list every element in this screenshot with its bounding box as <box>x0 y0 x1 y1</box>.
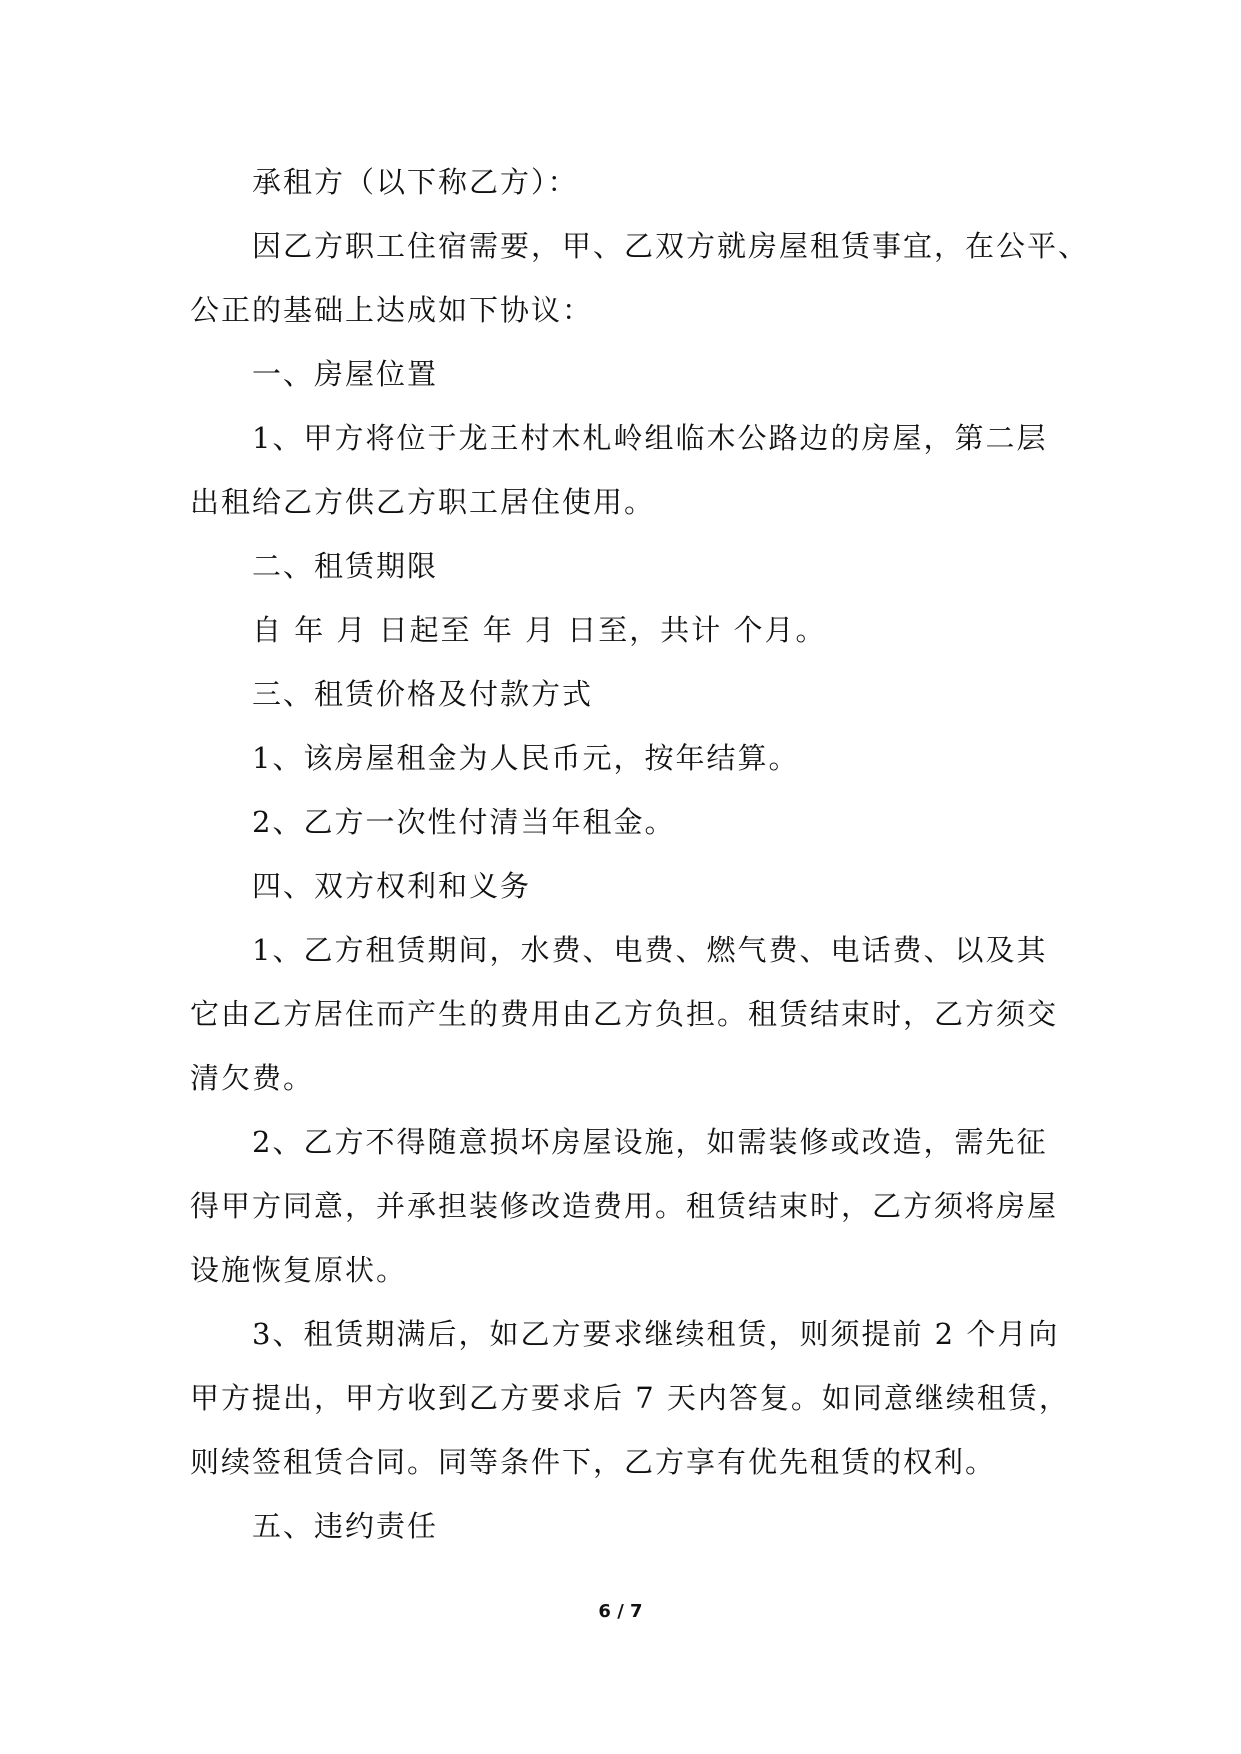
section-3-clause-2: 2、乙方一次性付清当年租金。 <box>252 805 676 839</box>
section-3-heading: 三、租赁价格及付款方式 <box>252 677 594 711</box>
section-4-clause-1-line-2: 它由乙方居住而产生的费用由乙方负担。租赁结束时，乙方须交 <box>190 997 1059 1031</box>
section-4-clause-1-line-1: 1、乙方租赁期间，水费、电费、燃气费、电话费、以及其 <box>252 933 1048 967</box>
preamble-line-1: 因乙方职工住宿需要，甲、乙双方就房屋租赁事宜，在公平、 <box>252 229 1090 263</box>
preamble-line-2: 公正的基础上达成如下协议： <box>190 293 594 327</box>
section-1-clause-1-line-2: 出租给乙方供乙方职工居住使用。 <box>190 485 656 519</box>
section-4-heading: 四、双方权利和义务 <box>252 869 532 903</box>
section-5-heading: 五、违约责任 <box>252 1509 439 1543</box>
page-number: 6 / 7 <box>598 1601 643 1622</box>
section-4-clause-3-line-1: 3、租赁期满后，如乙方要求继续租赁，则须提前 2 个月向 <box>252 1317 1060 1351</box>
section-4-clause-1-line-3: 清欠费。 <box>190 1061 315 1095</box>
section-4-clause-3-line-3: 则续签租赁合同。同等条件下，乙方享有优先租赁的权利。 <box>190 1445 997 1479</box>
lessee-line: 承租方（以下称乙方）： <box>252 165 579 199</box>
section-4-clause-3-line-2: 甲方提出，甲方收到乙方要求后 7 天内答复。如同意继续租赁， <box>190 1381 1070 1415</box>
section-1-clause-1-line-1: 1、甲方将位于龙王村木札岭组临木公路边的房屋，第二层 <box>252 421 1048 455</box>
section-3-clause-1: 1、该房屋租金为人民币元，按年结算。 <box>252 741 800 775</box>
section-4-clause-2-line-3: 设施恢复原状。 <box>190 1253 408 1287</box>
section-4-clause-2-line-1: 2、乙方不得随意损坏房屋设施，如需装修或改造，需先征 <box>252 1125 1048 1159</box>
section-2-heading: 二、租赁期限 <box>252 549 439 583</box>
section-1-heading: 一、房屋位置 <box>252 357 439 391</box>
lease-term-line: 自 年 月 日起至 年 月 日至，共计 个月。 <box>252 613 827 647</box>
section-4-clause-2-line-2: 得甲方同意，并承担装修改造费用。租赁结束时，乙方须将房屋 <box>190 1189 1059 1223</box>
